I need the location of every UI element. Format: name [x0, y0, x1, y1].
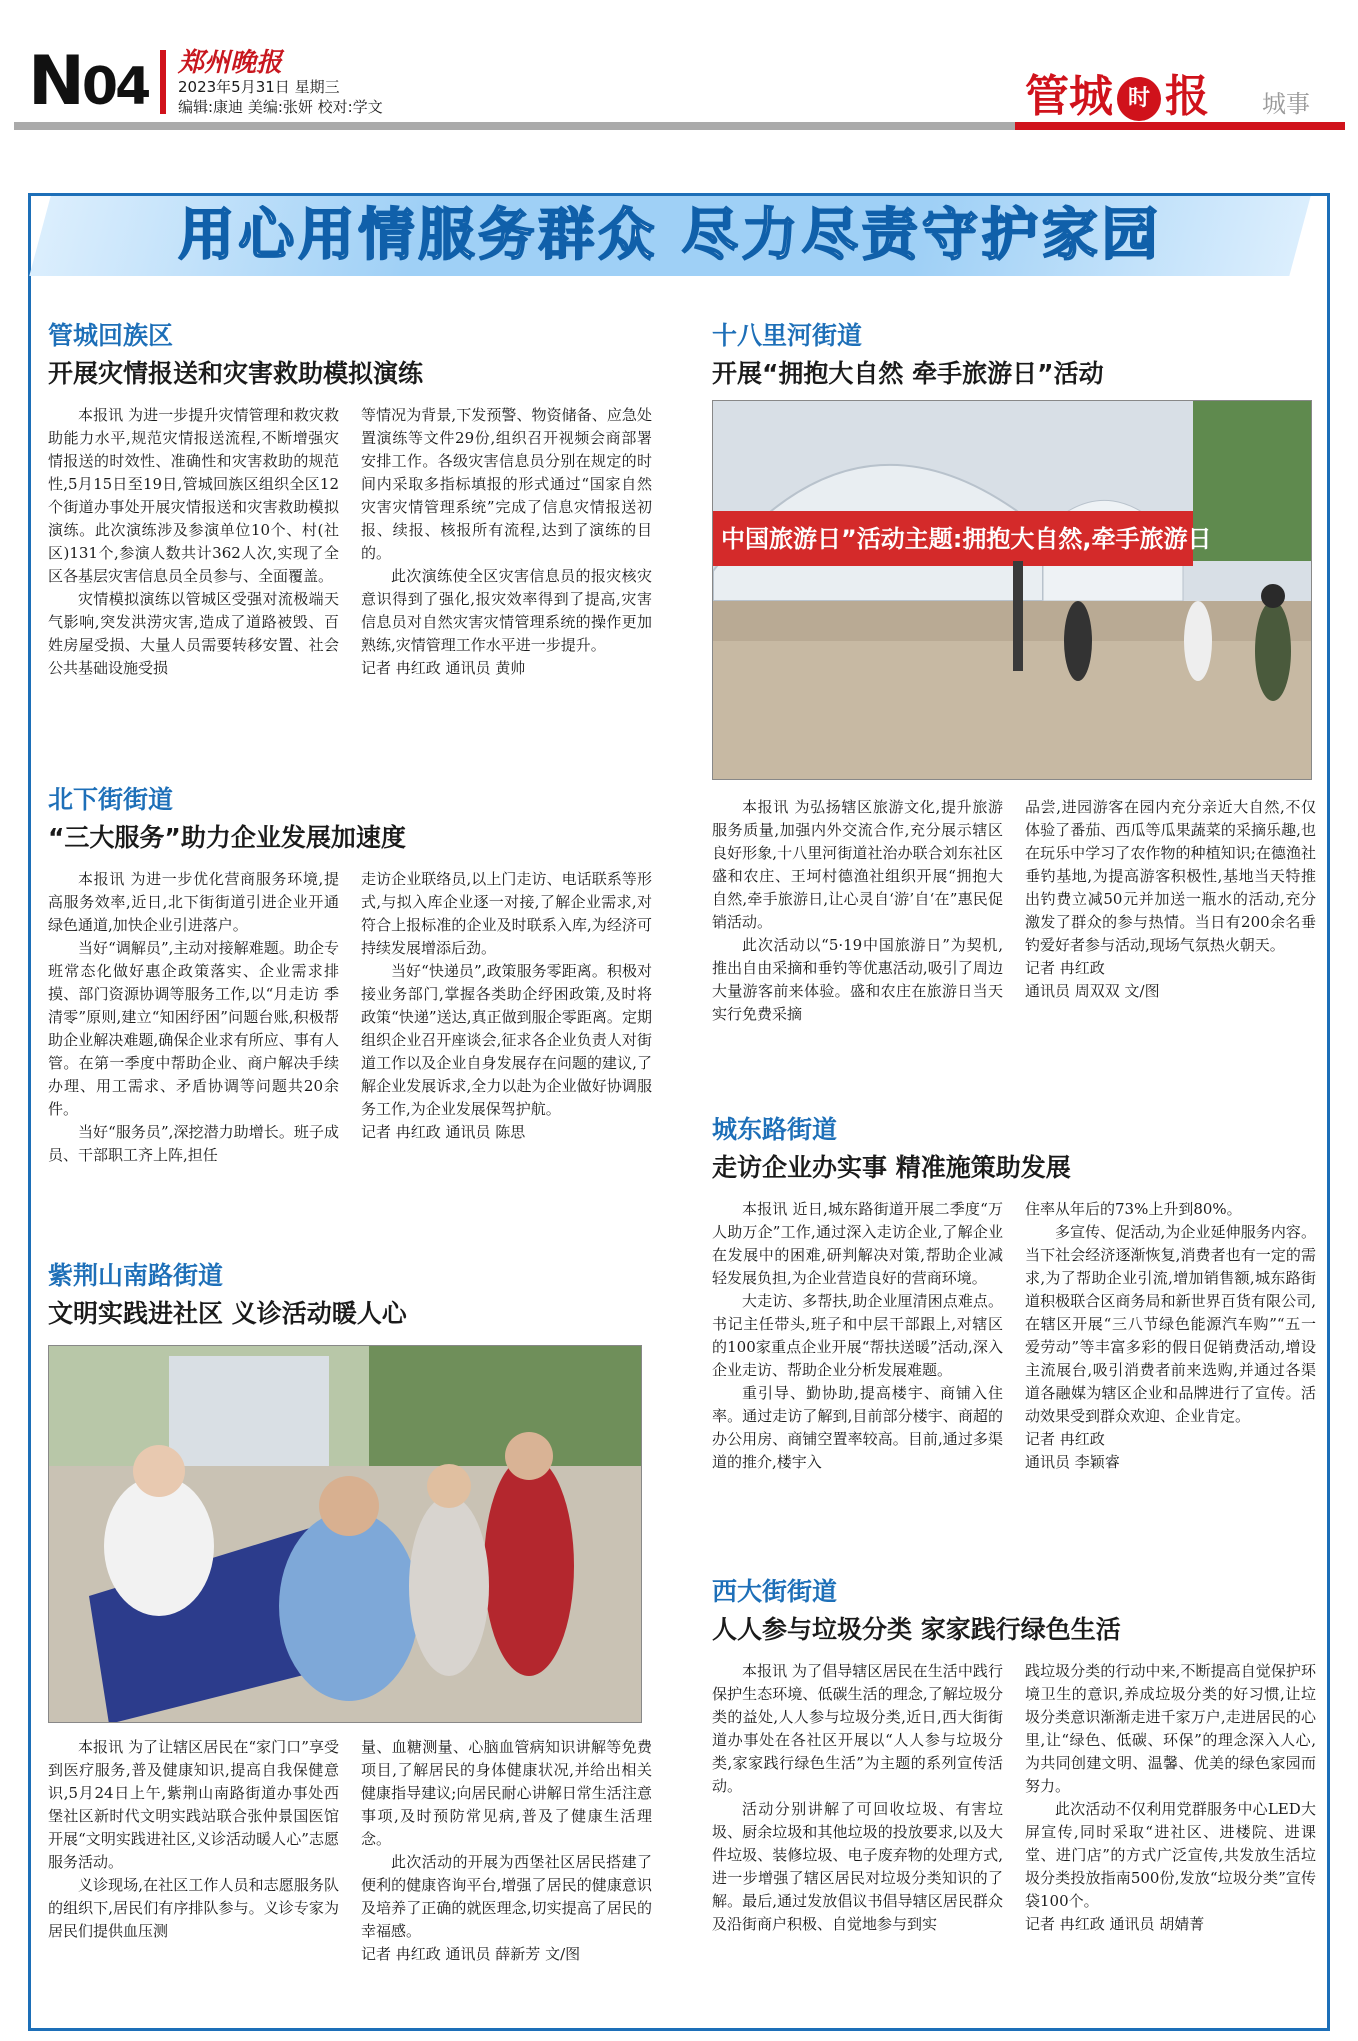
masthead-rule-accent	[1015, 122, 1345, 130]
page-number: N04	[28, 42, 149, 121]
clinic-photo	[48, 1345, 642, 1723]
article-byline: 通讯员 李颖睿	[1025, 1453, 1120, 1471]
article-business-visit	[712, 1110, 1316, 1474]
article-tourism-body	[712, 796, 1316, 1026]
page-headline: 用心用情服务群众 尽力尽责守护家园	[178, 203, 1162, 268]
editor-credits: 编辑:康迪 美编:张妍 校对:学文	[178, 98, 383, 116]
article-free-clinic	[48, 1256, 652, 1330]
article-column-right: 走访企业联络员,以上门走访、电话联系等形式,与拟入库企业逐一对接,了解企业需求,对符合上报标准的企业及时联系入库,为经济可持续发展增添后劲。 当好“快递员”,政策服务零距离。积极对接业务部门,掌握各类助企纾困政策,及时将政策“快递”送达,真正做到服企零距离。定期组织企业召开座谈会,征求各企业负责人对街道工作以及企业自身发展存在问题的建议,了解企业发展诉求,全力以赴为企业做好协调服务工作,为企业发展保驾护航。 记者 冉红政 通讯员 陈思	[361, 868, 652, 1167]
article-district: 管城回族区	[48, 321, 174, 350]
article-column-left: 本报讯 近日,城东路街道开展二季度“万人助万企”工作,通过深入走访企业,了解企业在发展中的困难,研判解决对策,帮助企业减轻发展负担,为企业营造良好的营商环境。 大走访、多帮扶,助企业厘清困点难点。书记主任带头,班子和中层干部跟上,对辖区的100家重点企业开展“帮扶送暖”活动,深入企业走访、帮助企业分析发展难题。 重引导、勤协助,提高楼宇、商铺入住率。通过走访了解到,目前部分楼宇、商超的办公用房、商铺空置率较高。目前,通过多渠道的推介,楼宇入	[712, 1200, 1003, 1471]
article-byline: 通讯员 周双双 文/图	[1025, 982, 1160, 1000]
article-byline: 记者 冉红政	[1025, 1430, 1105, 1448]
paper-logo: 郑州晚报	[178, 48, 283, 78]
issue-date: 2023年5月31日 星期三	[178, 78, 340, 96]
article-column-left: 本报讯 为了倡导辖区居民在生活中践行保护生态环境、低碳生活的理念,了解垃圾分类的益处,人人参与垃圾分类,近日,西大街街道办事处在各社区开展以“人人参与垃圾分类,家家践行绿色生活”为主题的系列宣传活动。 活动分别讲解了可回收垃圾、有害垃圾、厨余垃圾和其他垃圾的投放要求,以及大件垃圾、装修垃圾、电子废弃物的处理方式,进一步增强了辖区居民对垃圾分类知识的了解。最后,通过发放倡议书倡导辖区居民群众及沿街商户积极、自觉地参与到实	[712, 1662, 1003, 1933]
column-label: 城事	[1262, 90, 1310, 118]
section-title: 管城 时 报	[1025, 71, 1209, 122]
masthead-divider	[160, 50, 166, 114]
article-title: 开展“拥抱大自然 牵手旅游日”活动	[712, 359, 1104, 388]
article-column-right: 等情况为背景,下发预警、物资储备、应急处置演练等文件29份,组织召开视频会商部署安排工作。各级灾害信息员分别在规定的时间内采取多指标填报的形式通过“国家自然灾害灾情管理系统”完成了信息灾情报送初报、续报、核报所有流程,达到了演练的目的。 此次演练使全区灾害信息员的报灾核灾意识得到了强化,报灾效率得到了提高,灾害信息员对自然灾害灾情管理系统的操作更加熟练,灾情管理工作水平进一步提升。 记者 冉红政 通讯员 黄帅	[361, 404, 652, 680]
article-column-right: 量、血糖测量、心脑血管病知识讲解等免费项目,了解居民的身体健康状况,并给出相关健康指导建议;向居民耐心讲解日常生活注意事项,及时预防常见病,普及了健康生活理念。 此次活动的开展为西堡社区居民搭建了便利的健康咨询平台,增强了居民的健康意识及培养了正确的就医理念,切实提高了居民的幸福感。 记者 冉红政 通讯员 薛新芳 文/图	[361, 1736, 652, 1966]
article-garbage-sorting	[712, 1572, 1316, 1936]
article-free-clinic-body	[48, 1736, 652, 1966]
article-disaster-drill	[48, 316, 652, 680]
article-column-right: 住率从年后的73%上升到80%。 多宣传、促活动,为企业延伸服务内容。当下社会经济逐渐恢复,消费者也有一定的需求,为了帮助企业引流,增加销售额,城东路街道积极联合区商务局和新世界百货有限公司,在辖区开展“三八节绿色能源汽车购”“五一爱劳动”等丰富多彩的假日促销费活动,增设主流展台,吸引消费者前来选购,并通过各渠道各融媒为辖区企业和品牌进行了宣传。活动效果受到群众欢迎、企业肯定。 记者 冉红政 通讯员 李颖睿	[1025, 1198, 1316, 1474]
tourism-banner-text: 中国旅游日”活动主题:拥抱大自然,牵手旅游日	[721, 525, 1212, 553]
article-title: 走访企业办实事 精准施策助发展	[712, 1153, 1071, 1182]
article-title: “三大服务”助力企业发展加速度	[48, 823, 406, 852]
article-column-left: 本报讯 为进一步提升灾情管理和救灾救助能力水平,规范灾情报送流程,不断增强灾情报送的时效性、准确性和灾害救助的规范性,5月15日至19日,管城回族区组织全区12个街道办事处开展灾情报送和灾害救助模拟演练。此次演练涉及参演单位10个、村(社区)131个,参演人数共计362人次,实现了全区各基层灾害信息员全员参与、全面覆盖。 灾情模拟演练以管城区受强对流极端天气影响,突发洪涝灾害,造成了道路被毁、百姓房屋受损、大量人员需要转移安置、社会公共基础设施受损	[48, 406, 339, 677]
article-district: 北下街街道	[48, 785, 174, 814]
article-title: 人人参与垃圾分类 家家践行绿色生活	[712, 1615, 1121, 1644]
article-district: 西大街街道	[712, 1577, 838, 1606]
article-column-left: 本报讯 为了让辖区居民在“家门口”享受到医疗服务,普及健康知识,提高自我保健意识,5月24日上午,紫荆山南路街道办事处西堡社区新时代文明实践站联合张仲景国医馆开展“文明实践进社区,义诊活动暖人心”志愿服务活动。 义诊现场,在社区工作人员和志愿服务队的组织下,居民们有序排队参与。义诊专家为居民们提供血压测	[48, 1738, 339, 1940]
article-tourism-day	[712, 316, 1316, 390]
article-district: 城东路街道	[712, 1115, 838, 1144]
article-column-left: 本报讯 为弘扬辖区旅游文化,提升旅游服务质量,加强内外交流合作,充分展示辖区良好形象,十八里河街道社治办联合刘东社区盛和农庄、王坷村德渔社组织开展“拥抱大自然,牵手旅游日,让心灵自‘游’自‘在”惠民促销活动。 此次活动以“5·19中国旅游日”为契机,推出自由采摘和垂钓等优惠活动,吸引了周边大量游客前来体验。盛和农庄在旅游日当天实行免费采摘	[712, 798, 1003, 1023]
article-column-left: 本报讯 为进一步优化营商服务环境,提高服务效率,近日,北下街街道引进企业开通绿色通道,加快企业引进落户。 当好“调解员”,主动对接解难题。助企专班常态化做好惠企政策落实、企业需求排摸、部门资源协调等服务工作,以“月走访 季清零”原则,建立“知困纾困”问题台账,积极帮助企业解决难题,确保企业求有所应、事有人管。在第一季度中帮助企业、商户解决手续办理、用工需求、矛盾协调等问题共20余件。 当好“服务员”,深挖潜力助增长。班子成员、干部职工齐上阵,担任	[48, 870, 339, 1164]
article-byline: 记者 冉红政 通讯员 薛新芳 文/图	[361, 1945, 581, 1963]
article-byline: 记者 冉红政 通讯员 胡婧菁	[1025, 1915, 1205, 1933]
photo-icon	[49, 1346, 642, 1723]
article-byline: 记者 冉红政 通讯员 陈思	[361, 1123, 526, 1141]
masthead	[0, 0, 1358, 130]
photo-icon	[713, 401, 1312, 780]
article-column-right: 品尝,进园游客在园内充分亲近大自然,不仅体验了番茄、西瓜等瓜果蔬菜的采摘乐趣,也在玩乐中学习了农作物的种植知识;在德渔社垂钓基地,为提高游客积极性,基地当天特推出钓费立减50元并加送一瓶水的活动,充分激发了群众的参与热情。当日有200余名垂钓爱好者参与活动,现场气氛热火朝天。 记者 冉红政 通讯员 周双双 文/图	[1025, 796, 1316, 1026]
article-three-services	[48, 780, 652, 1167]
article-title: 文明实践进社区 义诊活动暖人心	[48, 1299, 407, 1328]
article-district: 紫荆山南路街道	[48, 1261, 224, 1290]
section-dot-icon: 时	[1117, 77, 1161, 121]
tourism-photo	[712, 400, 1312, 780]
article-byline: 记者 冉红政	[1025, 959, 1105, 977]
article-title: 开展灾情报送和灾害救助模拟演练	[48, 359, 424, 388]
article-column-right: 践垃圾分类的行动中来,不断提高自觉保护环境卫生的意识,养成垃圾分类的好习惯,让垃圾分类意识渐渐走进千家万户,走进居民的心里,让“绿色、低碳、环保”的理念深入人心,为共同创建文明、温馨、优美的绿色家园而努力。 此次活动不仅利用党群服务中心LED大屏宣传,同时采取“进社区、进楼院、进课堂、进门店”的方式广泛宣传,共发放生活垃圾分类投放指南500份,发放“垃圾分类”宣传袋100个。 记者 冉红政 通讯员 胡婧菁	[1025, 1660, 1316, 1936]
article-district: 十八里河街道	[712, 321, 863, 350]
article-byline: 记者 冉红政 通讯员 黄帅	[361, 659, 526, 677]
